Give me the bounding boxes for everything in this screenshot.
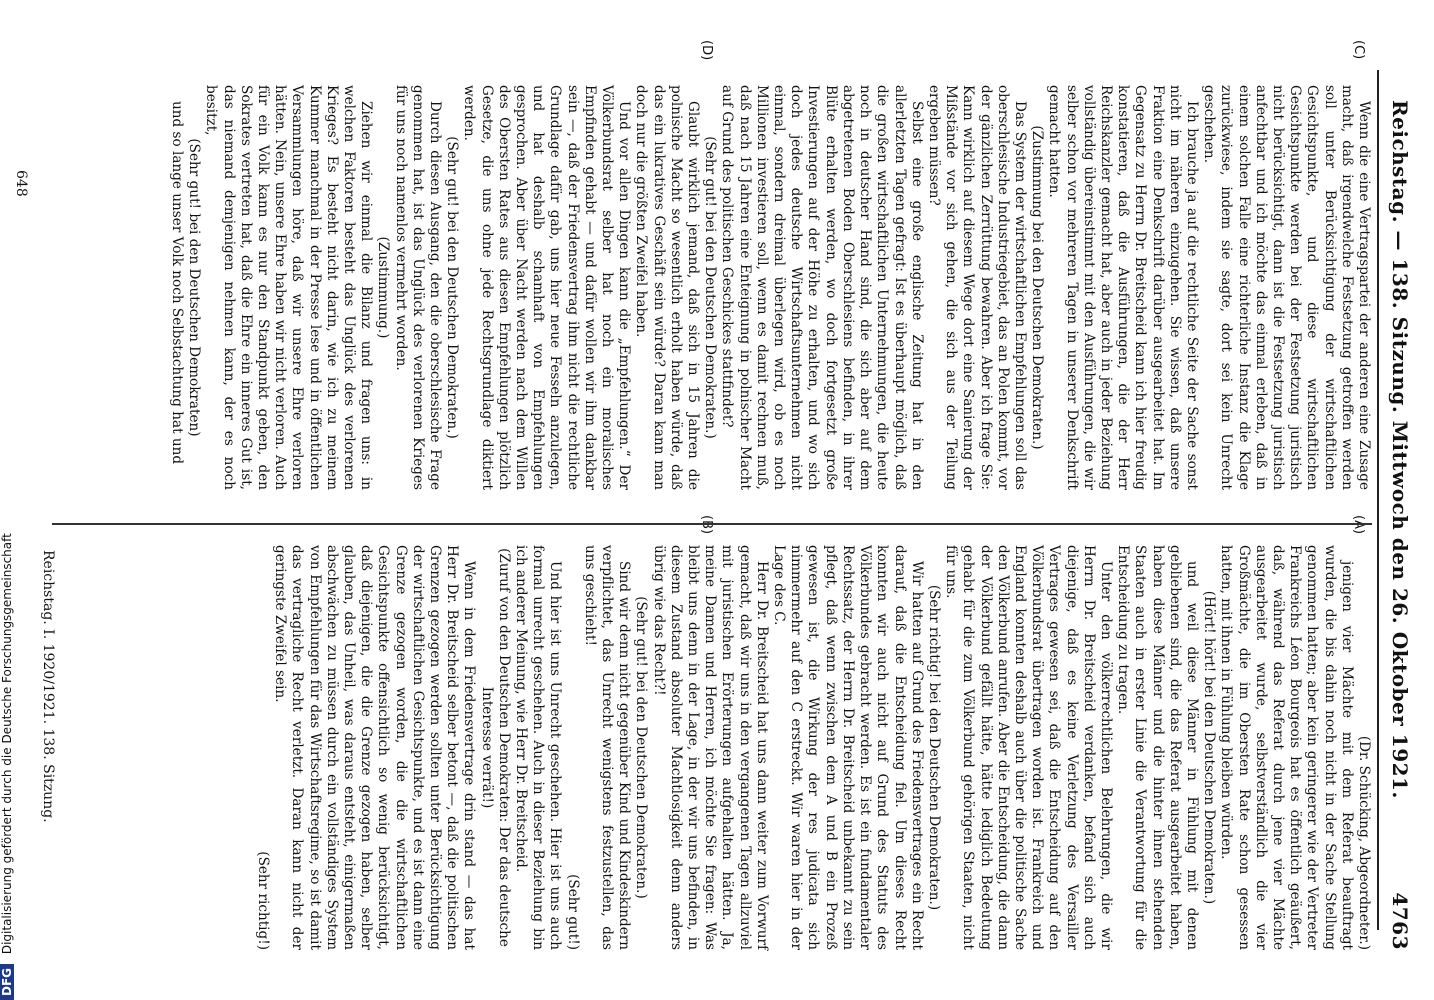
dfg-logo: DFG xyxy=(0,964,14,1000)
right_column-paragraph: Glaubt wirklich jemand, daß sich in 15 Jahren die polnische Macht so wesentlich erholt haben würde, daß das ein lukratives Geschäft sein würde? Daran kann man doch nur die größten Zweifel haben. xyxy=(633,85,702,490)
left_column-paragraph: (Dr. Schücking, Abgeordneter.) xyxy=(1356,735,1372,950)
right_column-paragraph: Durch diesen Ausgang, den die oberschlesische Frage genommen hat, ist das Unglück des verlorenen Krieges für uns noch namenlos vermehrt worden. xyxy=(392,85,444,490)
left_column-paragraph: Wir hatten auf Grund des Friedensvertrages ein Recht darauf, daß die Entscheidung fiel. Um dieses Recht konnten wir auch nicht auf Grund des Statuts des Völkerbundes gebracht werden. Es ist ein fundamentaler Rechtssatz, der Herrn Dr. Breitscheid unbekannt zu sein pflegt, daß wenn zwischen dem A und B ein Prozeß gewesen ist, die Wirkung der res judicata sich nimmermehr auf den C erstreckt. Wir waren hier in der Lage des C. xyxy=(771,545,925,950)
right_column-paragraph: Ich brauche ja auf die rechtliche Seite der Sache sonst nicht im näheren einzugehen. Sie wissen, daß unsere Fraktion eine Denkschrift darüber ausgearbeitet hat. Im Gegensatz zu Herrn Dr. Breitscheid kann ich hier freudig konstatieren, daß die Ausführungen, die der Herr Reichskanzler gemacht hat, aber auch in jeder Beziehung vollständig übereinstimmt mit den Ausführungen, die wir selber schon vor mehreren Tagen in unserer Denkschrift gemacht hatten. xyxy=(1046,85,1200,490)
left_column-paragraph: Unter den völkerrechtlichen Belehrungen, die wir Herrn Dr. Breitscheid verdanken, befand sich auch diejenige, daß es keine Verletzung des Versailler Vertrages gewesen sei, daß die Entscheidung auf den Völkerbundsrat übertragen worden ist. Frankreich und England konnten deshalb auch über die politische Sache den Völkerbund anrufen. Aber die Entscheidung, die dann der Völkerbund gefällt hätte, hätte lediglich Bedeutung gehabt für die zum Völkerbund gehörigen Staaten, nicht für uns. xyxy=(943,545,1114,950)
margin-marker-d: (D) xyxy=(699,40,714,61)
right_column-paragraph: Selbst eine große englische Zeitung hat in den allerletzten Tagen gefragt: Ist es überhaupt möglich, daß die großen wirtschaftlichen Unternehmungen, die heute noch in deutscher Hand sind, die sich aber auf dem abgetretenen Boden Oberschlesiens befinden, in ihrer Blüte erhalten werden, wo doch fortgesetzt große Investierungen auf der Höhe zu erhalten, und wo sich doch jedes deutsche Wirtschaftsunternehmen nicht einmal, sondern dreimal überlegen wird, ob es noch Millionen investieren soll, wenn es damit rechnen muß, daß nach 15 Jahren eine Enteignung in polnischer Macht auf Grund des politischen Geschickes stattfindet? xyxy=(719,85,925,490)
right-column xyxy=(168,85,1372,490)
right_column-paragraph: (Zustimmung bei den Deutschen Demokraten.) xyxy=(1029,125,1046,450)
right_column-paragraph: Das System der wirtschaftlichen Empfehlungen soll das oberschlesische Industriegebiet, das an Polen kommt, vor der gänzlichen Zerrüttung bewahren. Aber ich frage Sie: Kann wirklich auf diesem Wege dort eine Sanierung der Mißstände vor sich gehen, die sich aus der Teilung ergeben müssen? xyxy=(925,85,1028,490)
left_column-paragraph: Wenn in dem Friedensvertrage drin stand — das hat Herr Dr. Breitscheid selber betont —, daß die politischen Grenzen gezogen werden sollten unter Berücksichtigung der wirtschaftlichen Gesichtspunkte, und es ist dann eine Grenze gezogen worden, die die wirtschaftlichen Gesichtspunkte offensichtlich so wenig berücksichtigt, daß diejenigen, die die Grenze gezogen haben, selber glauben, das Unheil, was daraus entsteht, einigermaßen abschwächen zu müssen durch ein vollständiges System von Empfehlungen für das Wirtschaftsregime, so ist damit das vertragliche Recht verletzt. Daran kann nicht der geringste Zweifel sein. xyxy=(272,545,478,950)
left_column-paragraph: (Sehr gut! bei den Deutschen Demokraten.) xyxy=(633,596,650,899)
page-header xyxy=(1382,70,1412,950)
left_column-paragraph: jenigen vier Mächte mit dem Referat beauftragt wurden, die bis dahin noch nicht in der Sache Stellung genommen hatten; aber kein geringerer wie der Vertreter Frankreichs Léon Bourgeois hat es öffentlich geäußert, daß, während das Referat durch jene vier Mächte ausgearbeitet wurde, selbstverständlich die vier Großmächte, die im Obersten Rate schon gesessen hatten, mit ihnen in Fühlung bleiben würden. xyxy=(1218,545,1355,950)
header-title: Reichstag. — 138. Sitzung. Mittwoch den 26. Oktober 1921. xyxy=(1388,100,1412,799)
left_column-paragraph: (Sehr richtig! bei den Deutschen Demokraten.) xyxy=(925,584,942,911)
right_column-paragraph: (Sehr gut! bei den Deutschen Demokraten.) xyxy=(444,136,461,439)
margin-marker-c: (C) xyxy=(1351,40,1366,60)
footer-page-number: 648 xyxy=(13,170,29,197)
left_column-paragraph: Sind wir denn nicht gegenüber Kind und Kindeskindern verpflichtet, das Unrecht wenigstens festzustellen, das uns geschieht! xyxy=(581,545,633,950)
left_column-paragraph: Und hier ist uns Unrecht geschehen. Hier ist uns auch formal unrecht geschehen. Auch in dieser Beziehung bin ich anderer Meinung, wie Herr Dr. Breitscheid. xyxy=(513,545,564,950)
header-page-number: 4763 xyxy=(1388,892,1412,950)
left_column-paragraph: und weil diese Männer in Fühlung mit denen gebliebenen sind, die das Referat ausgearbeitet haben, haben diese Männer und die hinter ihnen stehenden Staaten auch in erster Linie die Verantwortung für die Entscheidung zu tragen. xyxy=(1115,545,1200,950)
left_column-paragraph: (Hört! hört! bei den Deutschen Demokraten.) xyxy=(1201,590,1218,905)
left_column-paragraph: (Zuruf von den Deutschen Demokraten: Der das deutsche Interesse verrät!) xyxy=(478,548,512,947)
footer-issue: Reichstag. I. 1920/1921. 138. Sitzung. xyxy=(40,550,56,823)
right_column-paragraph: Wenn die eine Vertragspartei der anderen eine Zusage macht, daß irgendwelche Festsetzung getroffen werden soll unter Berücksichtigung der wirtschaftlichen Gesichtspunkte, und diese wirtschaftlichen Gesichtspunkte werden bei der Festsetzung juristisch nicht berücksichtigt, dann ist die Festsetzung juristisch anfechtbar und ich möchte das einmal erleben, daß in einem solchen Falle eine richterliche Instanz die Klage zurückwiese, indem sie sagte, dort sei kein Unrecht geschehen. xyxy=(1201,85,1372,490)
left_column-paragraph: (Sehr gut!) xyxy=(564,874,581,950)
left_column-paragraph: (Sehr richtig!) xyxy=(255,851,271,950)
right_column-paragraph: (Sehr gut! bei den Deutschen Demokraten.) xyxy=(702,136,719,439)
right_column-paragraph: und so lange unser Volk noch Selbstachtung hat und xyxy=(168,101,185,465)
right_column-paragraph: (Sehr gut! bei den Deutschen Demokraten) xyxy=(186,138,203,437)
right_column-paragraph: Ziehen wir einmal die Bilanz und fragen uns: in welchen Faktoren besteht das Unglück des verlorenen Krieges? Es besteht nicht darin, wie ich zu meinem Kummer manchmal in der Presse lese und in öffentlichen Versammlungen höre, daß wir unsere Ehre verloren hätten. Nein, unsere Ehre haben wir nicht verloren. Auch für ein Volk kann es nur den Standpunkt geben, den Sokrates vertreten hat, daß die Ehre ein inneres Gut ist, das niemand demjenigen nehmen kann, der es noch besitzt, xyxy=(203,85,375,490)
right_column-paragraph: (Zustimmung.) xyxy=(375,236,392,339)
left_column-paragraph: Herr Dr. Breitscheid hat uns dann weiter zum Vorwurf gemacht, daß wir uns in den vergangenen Tagen allzuviel mit juristischen Erörterungen aufgehalten hätten. Ja, meine Damen und Herren, ich möchte Sie fragen: Was bleibt uns denn in der Lage, in der wir uns befinden, in diesem Zustand absoluter Machtlosigkeit denn anders übrig wie das Recht?! xyxy=(650,545,770,950)
dfg-credit-text: Digitalisierung gefördert durch die Deutsche Forschungsgemeinschaft xyxy=(0,533,14,955)
dfg-credit xyxy=(0,0,22,1000)
column-divider xyxy=(52,523,1372,525)
header-rule xyxy=(1377,70,1379,930)
right_column-paragraph: Und vor allen Dingen kann die „Empfehlungen.“ Der Völkerbundsrat selber hat noch ein moralisches Empfinden gehabt — und dafür wollen wir ihm dankbar sein —, daß der Friedensvertrag ihm nicht die rechtliche Grundlage dafür gab, uns hier neue Fesseln anzulegen, und hat deshalb schamhaft von Empfehlungen gesprochen. Aber über Nacht werden nach dem Willen des Obersten Rates aus diesen Empfehlungen plötzlich Gesetze, die uns ohne jede Rechtsgrundlage diktiert werden. xyxy=(461,85,633,490)
left-column xyxy=(254,545,1372,950)
